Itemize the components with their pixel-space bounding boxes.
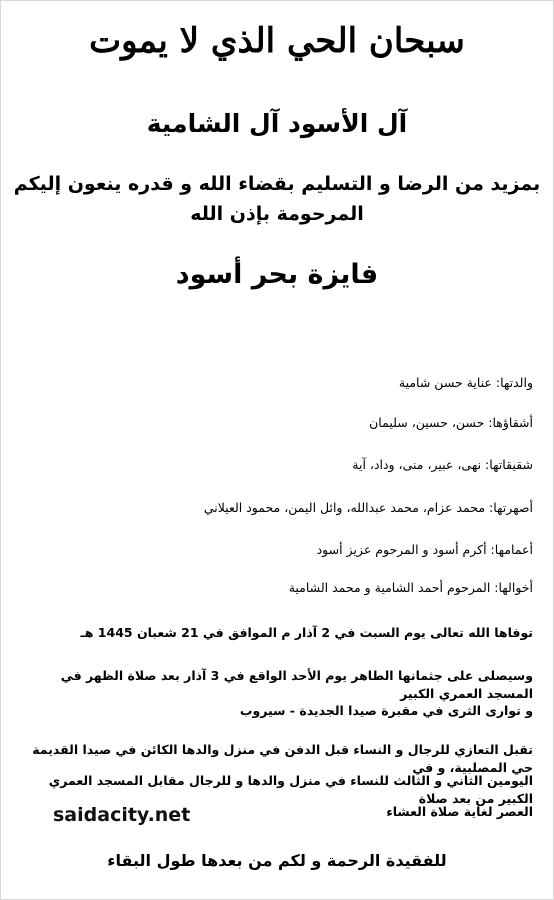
funeral-line-1: وسيصلى على جثمانها الطاهر يوم الأحد الواقع في 3 آذار بعد صلاة الظهر في المسجد العمري الكبير (60, 668, 533, 701)
death-date: توفاها الله تعالى يوم السبت في 2 آذار م الموافق في 21 شعبان 1445 هـ (80, 625, 533, 640)
closing-phrase: للفقيدة الرحمة و لكم من بعدها طول البقاء (107, 851, 447, 870)
relative-brothers: أشقاؤها: حسن، حسين، سليمان (369, 415, 533, 430)
condolences-line-2: اليومين الثاني و الثالث للنساء في منزل والدها و للرجال مقابل المسجد العمري الكبير من بعد صلاة (48, 773, 533, 806)
announcement-intro (1, 169, 553, 229)
relative-in-laws: أصهرتها: محمد عزام، محمد عبدالله، وائل اليمن، محمود العيلاني (203, 500, 533, 515)
relative-uncles-paternal: أعمامها: أكرم أسود و المرحوم عزيز أسود (316, 542, 533, 557)
deceased-name: فايزة بحر أسود (175, 259, 379, 290)
calligraphy-header: سبحان الحي الذي لا يموت (89, 21, 465, 61)
condolences-line-1: تقبل التعازي للرجال و النساء قبل الدفن في منزل والدها الكائن في صيدا القديمة حي المصلبية، و في (32, 742, 533, 775)
relative-uncles-maternal: أخوالها: المرحوم أحمد الشامية و محمد الشامية (288, 580, 533, 595)
funeral-line-2: و توارى الثرى في مقبرة صيدا الجديدة - سيروب (239, 703, 533, 718)
condolences-line-3: العصر لغاية صلاة العشاء (386, 804, 533, 819)
intro-line-1: بمزيد من الرضا و التسليم بقضاء الله و قدره ينعون إليكم (13, 173, 541, 195)
relative-sisters: شقيقاتها: نهى، عبير، منى، وداد، آية (352, 457, 533, 472)
family-title: آل الأسود آل الشامية (146, 109, 408, 138)
site-watermark: saidacity.net (53, 804, 191, 826)
relative-mother: والدتها: عناية حسن شامية (398, 375, 533, 390)
intro-line-2: المرحومة بإذن الله (190, 203, 364, 225)
